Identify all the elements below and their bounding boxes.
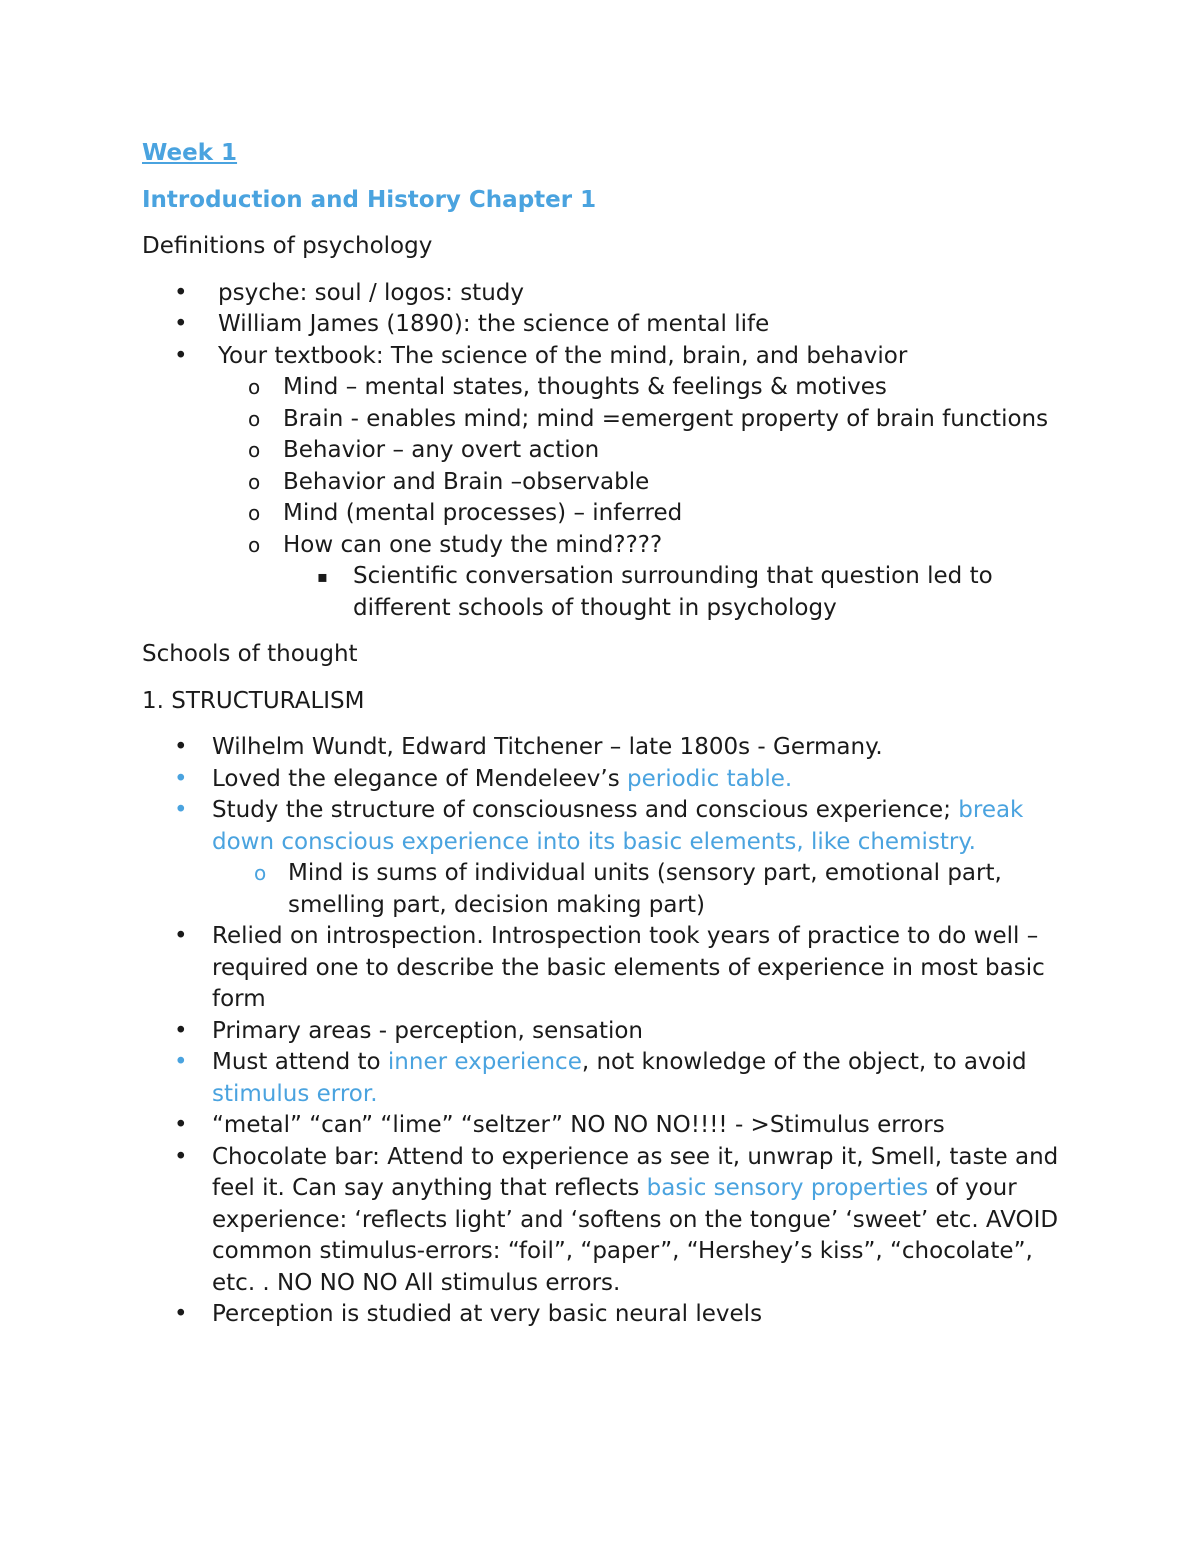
list-item: o Mind (mental processes) – inferred — [142, 498, 1072, 530]
chapter-heading: Introduction and History Chapter 1 — [142, 186, 597, 213]
square-bullet-icon: ▪ — [317, 567, 328, 586]
list-item: • Your textbook: The science of the mind, brain, and behavior — [142, 341, 1072, 373]
circle-bullet-icon: o — [248, 532, 261, 557]
list-item: o How can one study the mind???? — [142, 530, 1072, 562]
list-item: • William James (1890): the science of mental life — [142, 309, 1072, 341]
bullet-icon: • — [174, 797, 188, 823]
bullet-icon: • — [174, 1143, 188, 1170]
list-item: o Brain - enables mind; mind =emergent property of brain functions — [142, 404, 1072, 436]
bullet-icon: • — [174, 1112, 188, 1138]
list-item: o Behavior – any overt action — [142, 435, 1072, 467]
bullet-icon: • — [174, 1017, 188, 1044]
structuralism-list — [142, 732, 1072, 858]
list-item: • Wilhelm Wundt, Edward Titchener – late 1800s - Germany. — [142, 732, 1072, 764]
circle-bullet-icon: o — [248, 501, 261, 525]
list-item: • Study the structure of consciousness and conscious experience; break down conscious experience into its basic elements, like chemistry. — [174, 797, 1024, 855]
bullet-icon: • — [174, 1301, 188, 1327]
structuralism-list-continued — [142, 921, 1072, 1331]
bullet-icon: • — [174, 279, 188, 306]
list-item: • Perception is studied at very basic neural levels — [142, 1299, 1072, 1331]
circle-bullet-icon: o — [248, 438, 261, 462]
list-item: o Mind is sums of individual units (sensory part, emotional part, smelling part, decision making part) — [254, 860, 1002, 918]
list-item: • “metal” “can” “lime” “seltzer” NO NO NO!!!! - >Stimulus errors — [142, 1110, 1072, 1142]
bullet-icon: • — [174, 923, 188, 949]
structuralism-sublist — [142, 858, 1072, 921]
definitions-sublist — [142, 372, 1072, 561]
definitions-title: Definitions of psychology — [142, 233, 433, 259]
list-item: • psyche: soul / logos: study — [142, 278, 1072, 310]
list-item: • Must attend to inner experience, not knowledge of the object, to avoid stimulus error. — [174, 1049, 1027, 1107]
bullet-icon: • — [174, 765, 188, 792]
list-item: • Relied on introspection. Introspection took years of practice to do well –required one to describe the basic elements of experience in most basic form — [174, 923, 1045, 1012]
bullet-icon: • — [174, 311, 188, 337]
week-heading: Week 1 — [142, 140, 238, 166]
list-item: o Behavior and Brain –observable — [142, 467, 1072, 499]
bullet-icon: • — [174, 1049, 188, 1075]
bullet-icon: • — [174, 734, 188, 760]
circle-bullet-icon: o — [248, 406, 261, 431]
list-item: • Primary areas - perception, sensation — [142, 1016, 1072, 1048]
list-item: o Mind – mental states, thoughts & feelings & motives — [142, 372, 1072, 404]
definitions-list — [142, 278, 1072, 373]
bullet-icon: • — [174, 342, 188, 369]
document-page — [142, 138, 1072, 1331]
list-item: • Loved the elegance of Mendeleev’s periodic table. — [142, 764, 1072, 796]
list-item: ▪ Scientific conversation surrounding that question led to different schools of thought in psychology — [317, 563, 993, 621]
circle-bullet-icon: o — [248, 375, 261, 399]
circle-bullet-icon: o — [248, 469, 261, 494]
structuralism-title: 1. STRUCTURALISM — [142, 687, 365, 714]
schools-title: Schools of thought — [142, 641, 358, 667]
list-item: • Chocolate bar: Attend to experience as see it, unwrap it, Smell, taste and feel it. Can say anything that reflects basic sensory properties of your experience: ‘reflects light’ and ‘softens on the tongue’ ‘sweet’ etc. AVOID common stimulus-errors: “foil”, “paper”, “Hershey’s kiss”, “chocolate”, etc. . NO NO NO All stimulus errors. — [174, 1143, 1059, 1296]
definitions-subsublist — [142, 561, 1072, 624]
circle-bullet-icon: o — [254, 861, 267, 885]
